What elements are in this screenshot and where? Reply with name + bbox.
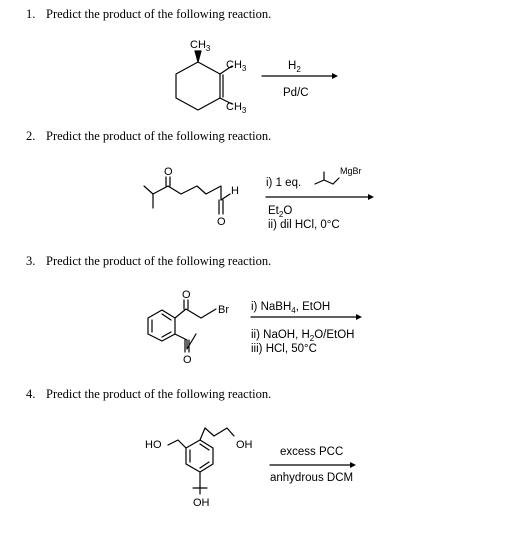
reaction-4-arrowhead bbox=[350, 462, 356, 468]
reaction-1-arrowhead bbox=[332, 73, 338, 79]
r1-methyl-right: $CH_3$ bbox=[226, 59, 247, 73]
question-2-number: 2. bbox=[26, 129, 36, 143]
r4-oh-bottom: OH bbox=[193, 497, 210, 509]
r3-step1: i) NaBH$_4$, EtOH bbox=[251, 301, 331, 315]
question-1-number: 1. bbox=[26, 7, 36, 21]
r4-condition-above: excess PCC bbox=[280, 446, 344, 458]
reaction-2-chain bbox=[144, 186, 221, 200]
r1-methyl-bottom: $CH_3$ bbox=[226, 101, 247, 115]
r2-solvent: $Et_2O$ bbox=[268, 205, 293, 219]
r4-oh-right: OH bbox=[236, 439, 253, 451]
question-2-text: Predict the product of the following reaction. bbox=[46, 129, 272, 143]
question-3-text: Predict the product of the following reaction. bbox=[46, 254, 272, 268]
reaction-1-ring bbox=[176, 62, 220, 110]
reaction-1-wedge-bond bbox=[195, 51, 201, 62]
r3-bromine: Br bbox=[218, 304, 229, 316]
r3-step2: ii) NaOH, $H_2O$/EtOH bbox=[251, 329, 355, 343]
reaction-3-structure bbox=[148, 300, 216, 352]
reaction-4-right-chain bbox=[200, 428, 234, 440]
reaction-3-arrowhead bbox=[356, 314, 362, 320]
r2-oxygen-left: O bbox=[164, 166, 173, 178]
reaction-2-grignard-chain bbox=[315, 180, 333, 184]
r2-step2: ii) dil HCl, 0°C bbox=[268, 219, 340, 231]
question-4-text: Predict the product of the following reaction. bbox=[46, 387, 272, 401]
reaction-4-structure bbox=[168, 428, 234, 494]
reaction-2-structure bbox=[144, 177, 230, 214]
r4-condition-below: anhydrous DCM bbox=[270, 472, 354, 484]
r3-step3: iii) HCl, 50°C bbox=[251, 343, 317, 355]
reaction-1-structure bbox=[176, 51, 232, 110]
reaction-2-aldehyde-h-bond bbox=[221, 194, 230, 200]
question-1-text: Predict the product of the following reaction. bbox=[46, 7, 272, 21]
r2-hydrogen: H bbox=[231, 185, 239, 197]
r3-oxygen-top: O bbox=[182, 289, 191, 301]
r2-step1: i) 1 eq. bbox=[266, 177, 302, 189]
r1-condition-below: Pd/C bbox=[283, 87, 309, 99]
r3-oxygen-bottom: O bbox=[183, 354, 192, 366]
reaction-2-arrowhead bbox=[368, 194, 374, 200]
reaction-3-upper-chain bbox=[175, 309, 216, 318]
r2-grignard-mgbr: MgBr bbox=[340, 166, 362, 176]
reaction-2-grignard-bond bbox=[333, 178, 339, 184]
r1-methyl-top: $CH_3$ bbox=[190, 39, 211, 53]
question-3-number: 3. bbox=[26, 254, 36, 268]
reaction-4-left-chain bbox=[168, 440, 186, 448]
question-4-number: 4. bbox=[26, 387, 36, 401]
r2-oxygen-bottom: O bbox=[217, 216, 226, 228]
r1-condition-above: $H_2$ bbox=[288, 60, 301, 74]
r4-ho-left: HO bbox=[145, 439, 162, 451]
